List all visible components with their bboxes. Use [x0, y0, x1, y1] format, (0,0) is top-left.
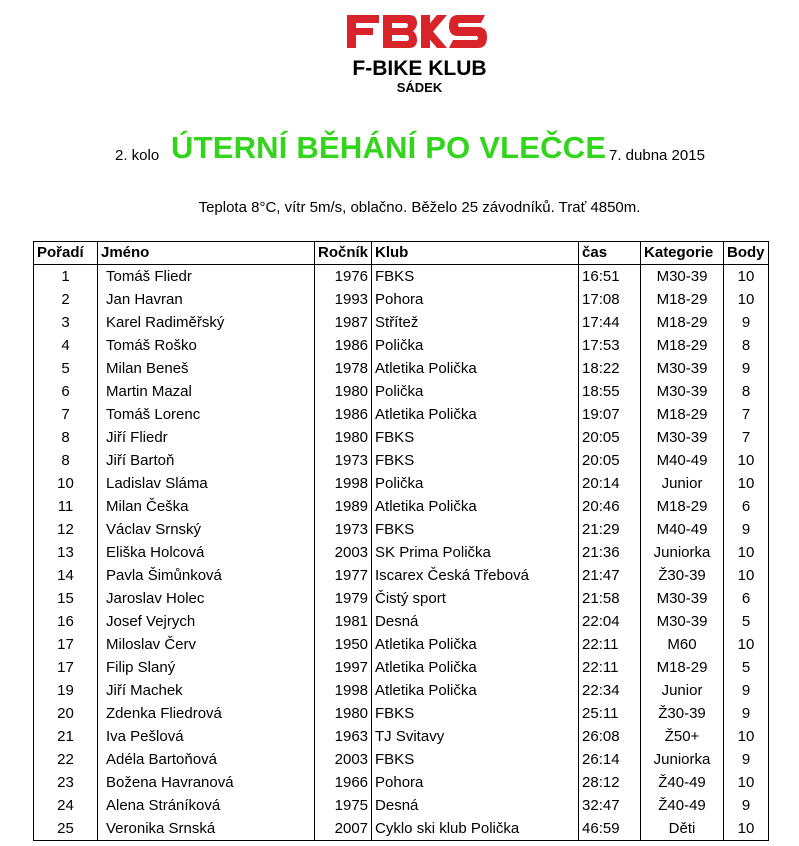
table-header-row: [34, 242, 769, 265]
table-row: [34, 334, 769, 357]
cell-cas: 20:05: [579, 449, 641, 472]
cell-klub: Čistý sport: [372, 587, 579, 610]
cell-body: 10: [724, 472, 769, 495]
cell-kategorie: M30-39: [641, 610, 724, 633]
cell-poradi: 19: [34, 679, 98, 702]
cell-klub: SK Prima Polička: [372, 541, 579, 564]
cell-body: 5: [724, 656, 769, 679]
cell-cas: 16:51: [579, 265, 641, 289]
table-row: [34, 265, 769, 289]
cell-klub: Cyklo ski klub Polička: [372, 817, 579, 841]
table-row: [34, 472, 769, 495]
cell-cas: 20:14: [579, 472, 641, 495]
cell-poradi: 25: [34, 817, 98, 841]
cell-poradi: 24: [34, 794, 98, 817]
table-row: [34, 748, 769, 771]
cell-kategorie: M40-49: [641, 449, 724, 472]
cell-cas: 19:07: [579, 403, 641, 426]
cell-cas: 28:12: [579, 771, 641, 794]
cell-kategorie: Ž40-49: [641, 794, 724, 817]
cell-kategorie: Juniorka: [641, 541, 724, 564]
cell-body: 9: [724, 702, 769, 725]
cell-body: 10: [724, 265, 769, 289]
cell-klub: Atletika Polička: [372, 679, 579, 702]
cell-kategorie: M18-29: [641, 311, 724, 334]
cell-body: 9: [724, 357, 769, 380]
table-row: [34, 311, 769, 334]
table-row: [34, 633, 769, 656]
cell-poradi: 2: [34, 288, 98, 311]
cell-klub: Střítež: [372, 311, 579, 334]
cell-klub: Atletika Polička: [372, 495, 579, 518]
cell-body: 10: [724, 633, 769, 656]
cell-cas: 22:11: [579, 633, 641, 656]
cell-poradi: 17: [34, 656, 98, 679]
cell-cas: 18:22: [579, 357, 641, 380]
cell-kategorie: M40-49: [641, 518, 724, 541]
cell-klub: Pohora: [372, 288, 579, 311]
cell-jmeno: Adéla Bartoňová: [98, 748, 315, 771]
cell-body: 9: [724, 679, 769, 702]
cell-cas: 20:46: [579, 495, 641, 518]
cell-poradi: 10: [34, 472, 98, 495]
cell-rocnik: 1977: [315, 564, 372, 587]
cell-cas: 18:55: [579, 380, 641, 403]
cell-body: 9: [724, 794, 769, 817]
column-header-jmeno: Jméno: [98, 242, 315, 265]
cell-rocnik: 1998: [315, 679, 372, 702]
cell-rocnik: 1989: [315, 495, 372, 518]
results-table: [33, 241, 769, 841]
cell-cas: 32:47: [579, 794, 641, 817]
table-row: [34, 610, 769, 633]
cell-rocnik: 1986: [315, 403, 372, 426]
cell-cas: 22:11: [579, 656, 641, 679]
cell-poradi: 4: [34, 334, 98, 357]
cell-cas: 21:36: [579, 541, 641, 564]
table-row: [34, 449, 769, 472]
club-name: F-BIKE KLUB: [352, 57, 487, 80]
cell-rocnik: 1980: [315, 380, 372, 403]
cell-rocnik: 1981: [315, 610, 372, 633]
cell-poradi: 8: [34, 449, 98, 472]
cell-body: 10: [724, 449, 769, 472]
table-row: [34, 702, 769, 725]
cell-cas: 20:05: [579, 426, 641, 449]
cell-body: 10: [724, 771, 769, 794]
cell-body: 9: [724, 748, 769, 771]
cell-jmeno: Ladislav Sláma: [98, 472, 315, 495]
cell-rocnik: 1980: [315, 702, 372, 725]
cell-cas: 25:11: [579, 702, 641, 725]
table-row: [34, 288, 769, 311]
cell-klub: Pohora: [372, 771, 579, 794]
cell-jmeno: Martin Mazal: [98, 380, 315, 403]
cell-body: 10: [724, 817, 769, 841]
cell-klub: FBKS: [372, 518, 579, 541]
cell-kategorie: Junior: [641, 472, 724, 495]
cell-jmeno: Alena Stráníková: [98, 794, 315, 817]
cell-rocnik: 2003: [315, 541, 372, 564]
column-header-body: Body: [724, 242, 769, 265]
cell-klub: FBKS: [372, 748, 579, 771]
cell-body: 10: [724, 541, 769, 564]
cell-body: 7: [724, 403, 769, 426]
cell-jmeno: Filip Slaný: [98, 656, 315, 679]
cell-jmeno: Václav Srnský: [98, 518, 315, 541]
cell-jmeno: Jaroslav Holec: [98, 587, 315, 610]
cell-poradi: 7: [34, 403, 98, 426]
cell-rocnik: 1973: [315, 449, 372, 472]
cell-kategorie: M30-39: [641, 426, 724, 449]
cell-kategorie: M18-29: [641, 403, 724, 426]
cell-jmeno: Milan Češka: [98, 495, 315, 518]
cell-kategorie: M30-39: [641, 587, 724, 610]
cell-rocnik: 1997: [315, 656, 372, 679]
cell-kategorie: Ž30-39: [641, 564, 724, 587]
cell-klub: Desná: [372, 610, 579, 633]
cell-poradi: 6: [34, 380, 98, 403]
cell-rocnik: 1987: [315, 311, 372, 334]
table-row: [34, 679, 769, 702]
column-header-kategorie: Kategorie: [641, 242, 724, 265]
cell-jmeno: Josef Vejrych: [98, 610, 315, 633]
cell-rocnik: 1975: [315, 794, 372, 817]
cell-poradi: 15: [34, 587, 98, 610]
cell-jmeno: Tomáš Fliedr: [98, 265, 315, 289]
table-row: [34, 357, 769, 380]
column-header-klub: Klub: [372, 242, 579, 265]
cell-rocnik: 2007: [315, 817, 372, 841]
cell-body: 5: [724, 610, 769, 633]
table-row: [34, 771, 769, 794]
cell-body: 8: [724, 380, 769, 403]
cell-kategorie: M30-39: [641, 380, 724, 403]
cell-rocnik: 1986: [315, 334, 372, 357]
cell-klub: Atletika Polička: [372, 403, 579, 426]
cell-poradi: 21: [34, 725, 98, 748]
cell-poradi: 8: [34, 426, 98, 449]
cell-cas: 21:29: [579, 518, 641, 541]
cell-cas: 17:53: [579, 334, 641, 357]
cell-jmeno: Karel Radiměřský: [98, 311, 315, 334]
cell-cas: 26:14: [579, 748, 641, 771]
cell-rocnik: 1966: [315, 771, 372, 794]
page-title: ÚTERNÍ BĚHÁNÍ PO VLEČCE: [171, 130, 607, 165]
cell-jmeno: Eliška Holcová: [98, 541, 315, 564]
cell-kategorie: Junior: [641, 679, 724, 702]
cell-body: 8: [724, 334, 769, 357]
cell-klub: Iscarex Česká Třebová: [372, 564, 579, 587]
cell-poradi: 3: [34, 311, 98, 334]
cell-cas: 26:08: [579, 725, 641, 748]
cell-jmeno: Miloslav Červ: [98, 633, 315, 656]
cell-body: 6: [724, 587, 769, 610]
cell-jmeno: Tomáš Lorenc: [98, 403, 315, 426]
cell-cas: 17:44: [579, 311, 641, 334]
cell-jmeno: Jiří Machek: [98, 679, 315, 702]
cell-rocnik: 1993: [315, 288, 372, 311]
round-label: 2. kolo: [115, 147, 160, 164]
cell-kategorie: M18-29: [641, 656, 724, 679]
cell-poradi: 20: [34, 702, 98, 725]
cell-rocnik: 2003: [315, 748, 372, 771]
cell-klub: FBKS: [372, 265, 579, 289]
cell-cas: 21:47: [579, 564, 641, 587]
cell-klub: Polička: [372, 334, 579, 357]
table-row: [34, 564, 769, 587]
table-row: [34, 794, 769, 817]
cell-kategorie: M30-39: [641, 265, 724, 289]
cell-body: 9: [724, 311, 769, 334]
cell-jmeno: Iva Pešlová: [98, 725, 315, 748]
cell-kategorie: M30-39: [641, 357, 724, 380]
cell-klub: Atletika Polička: [372, 633, 579, 656]
table-row: [34, 495, 769, 518]
cell-cas: 21:58: [579, 587, 641, 610]
table-row: [34, 656, 769, 679]
cell-jmeno: Pavla Šimůnková: [98, 564, 315, 587]
cell-klub: Atletika Polička: [372, 357, 579, 380]
race-info: Teplota 8°C, vítr 5m/s, oblačno. Běželo 25 závodníků. Trať 4850m.: [198, 199, 641, 216]
cell-jmeno: Jan Havran: [98, 288, 315, 311]
cell-kategorie: Juniorka: [641, 748, 724, 771]
table-row: [34, 426, 769, 449]
cell-kategorie: M18-29: [641, 334, 724, 357]
cell-rocnik: 1963: [315, 725, 372, 748]
column-header-poradi: Pořadí: [34, 242, 98, 265]
table-row: [34, 725, 769, 748]
cell-kategorie: M18-29: [641, 288, 724, 311]
cell-poradi: 17: [34, 633, 98, 656]
cell-body: 9: [724, 518, 769, 541]
cell-rocnik: 1950: [315, 633, 372, 656]
cell-cas: 46:59: [579, 817, 641, 841]
cell-poradi: 13: [34, 541, 98, 564]
cell-jmeno: Tomáš Roško: [98, 334, 315, 357]
cell-kategorie: Ž50+: [641, 725, 724, 748]
cell-body: 10: [724, 288, 769, 311]
cell-jmeno: Veronika Srnská: [98, 817, 315, 841]
cell-rocnik: 1998: [315, 472, 372, 495]
cell-poradi: 12: [34, 518, 98, 541]
cell-kategorie: Ž40-49: [641, 771, 724, 794]
table-row: [34, 380, 769, 403]
race-date: 7. dubna 2015: [609, 147, 705, 164]
cell-poradi: 11: [34, 495, 98, 518]
cell-poradi: 16: [34, 610, 98, 633]
cell-cas: 22:34: [579, 679, 641, 702]
cell-jmeno: Božena Havranová: [98, 771, 315, 794]
cell-rocnik: 1978: [315, 357, 372, 380]
cell-klub: Desná: [372, 794, 579, 817]
cell-kategorie: M60: [641, 633, 724, 656]
fbks-logo: [345, 15, 490, 49]
table-row: [34, 403, 769, 426]
club-subtitle: SÁDEK: [396, 80, 443, 95]
cell-klub: FBKS: [372, 426, 579, 449]
cell-body: 10: [724, 725, 769, 748]
cell-kategorie: M18-29: [641, 495, 724, 518]
cell-body: 6: [724, 495, 769, 518]
cell-jmeno: Zdenka Fliedrová: [98, 702, 315, 725]
cell-klub: TJ Svitavy: [372, 725, 579, 748]
table-row: [34, 541, 769, 564]
table-row: [34, 817, 769, 841]
cell-poradi: 5: [34, 357, 98, 380]
column-header-cas: čas: [579, 242, 641, 265]
cell-jmeno: Jiří Bartoň: [98, 449, 315, 472]
cell-rocnik: 1980: [315, 426, 372, 449]
cell-rocnik: 1973: [315, 518, 372, 541]
table-row: [34, 587, 769, 610]
table-row: [34, 518, 769, 541]
cell-jmeno: Jiří Fliedr: [98, 426, 315, 449]
cell-klub: Atletika Polička: [372, 656, 579, 679]
cell-poradi: 23: [34, 771, 98, 794]
cell-jmeno: Milan Beneš: [98, 357, 315, 380]
cell-poradi: 14: [34, 564, 98, 587]
cell-cas: 22:04: [579, 610, 641, 633]
cell-rocnik: 1976: [315, 265, 372, 289]
cell-poradi: 1: [34, 265, 98, 289]
cell-klub: Polička: [372, 472, 579, 495]
cell-klub: FBKS: [372, 702, 579, 725]
cell-klub: Polička: [372, 380, 579, 403]
cell-body: 7: [724, 426, 769, 449]
cell-klub: FBKS: [372, 449, 579, 472]
cell-rocnik: 1979: [315, 587, 372, 610]
cell-poradi: 22: [34, 748, 98, 771]
cell-kategorie: Ž30-39: [641, 702, 724, 725]
cell-cas: 17:08: [579, 288, 641, 311]
cell-body: 10: [724, 564, 769, 587]
column-header-rocnik: Ročník: [315, 242, 372, 265]
cell-kategorie: Děti: [641, 817, 724, 841]
